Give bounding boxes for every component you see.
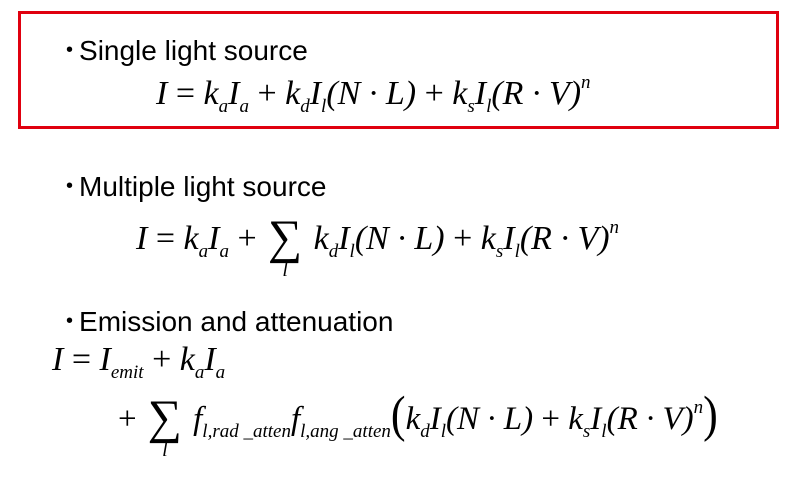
bullet-dot-icon: • [66,310,74,332]
bullet-emission-attenuation [66,305,393,338]
equation-emission-line2: + ∑ l $f_{l,rad \_atten}f_{l,ang \_atten}(k_dI_l(N \cdot L) + k_sI_l(R \cdot V)^n)$ [118,386,718,461]
bullet-text: Single light source [79,35,308,66]
summation-symbol: ∑ l [268,211,303,281]
bullet-text: Emission and attenuation [79,306,394,337]
bullet-dot-icon: • [66,39,74,61]
bullet-text: Multiple light source [79,171,327,202]
bullet-single-light-source [66,34,308,67]
bullet-dot-icon: • [66,175,74,197]
equation-multiple-light: $I = k_aI_a$ + ∑ l $k_dI_l(N \cdot L) + k_sI_l(R \cdot V)^n$ [136,211,620,281]
equation-single-light: $I = k_aI_a + k_dI_l(N \cdot L) + k_sI_l(R \cdot V)^n$ [156,72,591,117]
equation-emission-line1: $I = I_{emit} + k_aI_a$ [52,341,226,383]
summation-symbol: ∑ l [147,391,182,461]
bullet-multiple-light-source [66,170,326,203]
